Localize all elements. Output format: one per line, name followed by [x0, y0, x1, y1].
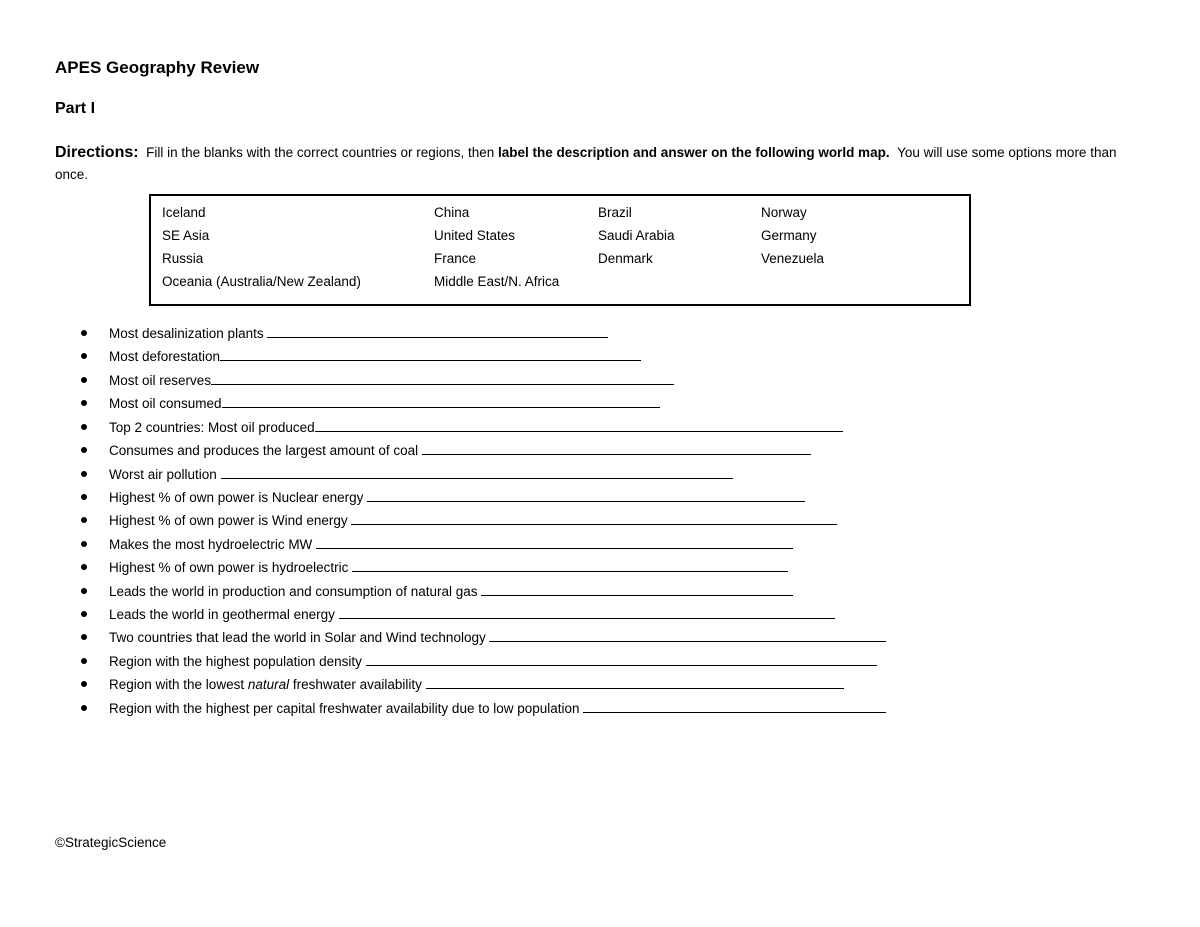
- question-text: Highest % of own power is Wind energy: [109, 511, 837, 530]
- option: Middle East/N. Africa: [434, 274, 560, 289]
- bullet-icon: [81, 471, 87, 477]
- bullet-icon: [81, 611, 87, 617]
- question-text: Region with the highest population density: [109, 652, 877, 671]
- answer-blank[interactable]: [220, 347, 641, 361]
- directions-label: Directions:: [55, 144, 139, 161]
- answer-blank[interactable]: [339, 605, 835, 619]
- question-item: [0, 350, 1000, 370]
- question-item: [0, 655, 1000, 675]
- bullet-icon: [81, 658, 87, 664]
- bullet-icon: [81, 424, 87, 430]
- answer-blank[interactable]: [315, 418, 843, 432]
- options-box: [149, 194, 971, 306]
- directions-bold-text: label the description and answer on the following world map.: [498, 145, 890, 160]
- answer-blank[interactable]: [426, 675, 844, 689]
- answer-blank[interactable]: [366, 652, 877, 666]
- answer-blank[interactable]: [316, 535, 793, 549]
- bullet-icon: [81, 564, 87, 570]
- question-item: [0, 444, 1000, 464]
- question-item: [0, 631, 1000, 651]
- directions: [55, 142, 1125, 186]
- question-text: Most oil consumed: [109, 394, 660, 413]
- option: Norway: [761, 205, 807, 220]
- part-heading: Part I: [55, 100, 96, 117]
- answer-blank[interactable]: [583, 699, 886, 713]
- option: Germany: [761, 228, 817, 243]
- answer-blank[interactable]: [351, 511, 837, 525]
- question-item: [0, 585, 1000, 605]
- bullet-icon: [81, 588, 87, 594]
- option: Oceania (Australia/New Zealand): [162, 274, 361, 289]
- bullet-icon: [81, 681, 87, 687]
- question-text: Region with the highest per capital freshwater availability due to low population: [109, 699, 886, 718]
- answer-blank[interactable]: [267, 324, 608, 338]
- answer-blank[interactable]: [222, 394, 660, 408]
- copyright: ©StrategicScience: [55, 835, 167, 850]
- bullet-icon: [81, 353, 87, 359]
- answer-blank[interactable]: [422, 441, 811, 455]
- question-item: [0, 421, 1000, 441]
- directions-text-after: You will use some options more than once.: [55, 145, 1117, 182]
- question-text: Top 2 countries: Most oil produced: [109, 418, 843, 437]
- answer-blank[interactable]: [489, 628, 886, 642]
- answer-blank[interactable]: [367, 488, 805, 502]
- question-item: [0, 608, 1000, 628]
- option: China: [434, 205, 470, 220]
- bullet-icon: [81, 541, 87, 547]
- bullet-icon: [81, 494, 87, 500]
- bullet-icon: [81, 447, 87, 453]
- question-text: Leads the world in geothermal energy: [109, 605, 835, 624]
- option: SE Asia: [162, 228, 210, 243]
- question-text: Region with the lowest natural freshwater availability: [109, 675, 844, 694]
- directions-text: Fill in the blanks with the correct countries or regions, then: [146, 145, 495, 160]
- page-title: APES Geography Review: [55, 58, 260, 77]
- question-item: [0, 327, 1000, 347]
- question-item: [0, 538, 1000, 558]
- answer-blank[interactable]: [211, 371, 674, 385]
- question-item: [0, 468, 1000, 488]
- question-item: [0, 678, 1000, 698]
- emphasis-text: natural: [247, 677, 290, 692]
- option: Venezuela: [761, 251, 825, 266]
- bullet-icon: [81, 400, 87, 406]
- option: Denmark: [598, 251, 653, 266]
- question-text: Highest % of own power is hydroelectric: [109, 558, 788, 577]
- question-item: [0, 561, 1000, 581]
- answer-blank[interactable]: [221, 465, 733, 479]
- question-text: Most deforestation: [109, 347, 641, 366]
- answer-blank[interactable]: [352, 558, 788, 572]
- question-text: Most desalinization plants: [109, 324, 608, 343]
- option: France: [434, 251, 477, 266]
- bullet-icon: [81, 377, 87, 383]
- bullet-icon: [81, 634, 87, 640]
- question-item: [0, 702, 1000, 722]
- question-item: [0, 491, 1000, 511]
- question-text: Two countries that lead the world in Solar and Wind technology: [109, 628, 886, 647]
- option: Brazil: [598, 205, 632, 220]
- question-text: Most oil reserves: [109, 371, 674, 390]
- option: Saudi Arabia: [598, 228, 675, 243]
- bullet-icon: [81, 517, 87, 523]
- question-text: Worst air pollution: [109, 465, 733, 484]
- bullet-icon: [81, 330, 87, 336]
- bullet-icon: [81, 705, 87, 711]
- question-text: Makes the most hydroelectric MW: [109, 535, 793, 554]
- question-text: Leads the world in production and consumption of natural gas: [109, 582, 793, 601]
- question-item: [0, 397, 1000, 417]
- question-text: Consumes and produces the largest amount of coal: [109, 441, 811, 460]
- question-item: [0, 514, 1000, 534]
- question-text: Highest % of own power is Nuclear energy: [109, 488, 805, 507]
- option: Russia: [162, 251, 204, 266]
- option: Iceland: [162, 205, 206, 220]
- answer-blank[interactable]: [481, 582, 793, 596]
- option: United States: [434, 228, 516, 243]
- question-item: [0, 374, 1000, 394]
